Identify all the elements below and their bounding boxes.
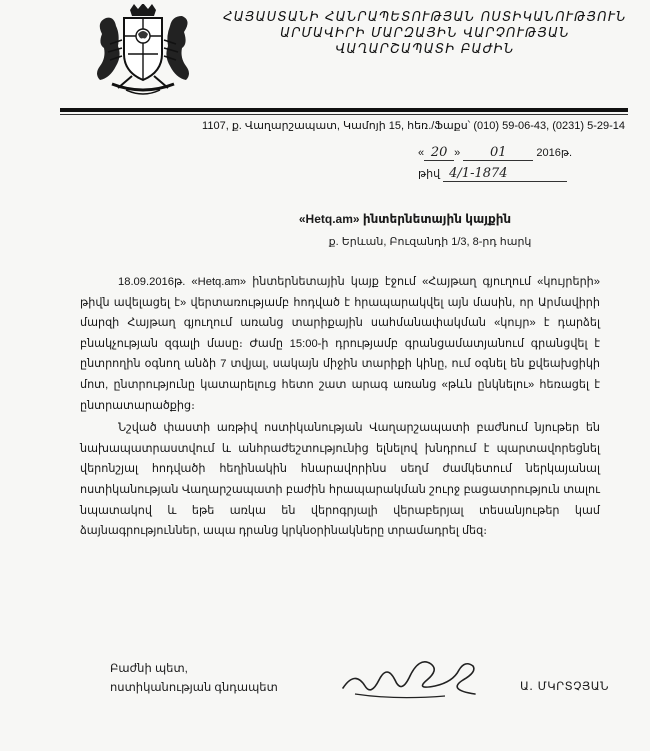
signatory-title [110, 660, 278, 698]
header-rule-thin [60, 114, 628, 115]
org-line-3: ՎԱՂԱՐՇԱՊԱՏԻ ԲԱԺԻՆ [335, 42, 515, 57]
body-paragraph-2: Նշված փաստի առթիվ ոստիկանության Վաղարշապատի բաժնում նյութեր են նախապատրաստվում և անհրաժեշտությունից ելնելով խնդրում է պարտավորեցնել վերոնշյալ հոդվածի հեղինակին հնարավորինս սեղմ ժամկետում ներկայանալ ոստիկանության Վաղարշապատի բաժին հրապարակման շուրջ բացատրություն տալու նպատակով և եթե առկա են վերոգրյալի վերաբերյալ տեսանյութեր կամ ձայնագրություններ, ապա դրանց կրկնօրինակները տրամադրել մեզ։ [80, 422, 600, 538]
handwritten-signature [335, 650, 485, 702]
org-line-1: ՀԱՅԱՍՏԱՆԻ ՀԱՆՐԱՊԵՏՈՒԹՅԱՆ ՈՍՏԻԿԱՆՈՒԹՅՈՒՆ [223, 10, 627, 25]
number-value: 4/1-1874 [443, 166, 567, 182]
date-month: 01 [463, 145, 533, 161]
body-paragraph-1: 18.09.2016թ. «Hetq.am» ինտերնետային կայք էջում «Հայթաղ գյուղում «կույրերի» թիվն ավելացել է» վերտառությամբ հոդված է հրապարակվել այն մասին, որ Արմավիրի մարզի Հայթաղ գյուղում առանց տարիքային սահմանափակման «կույր» է դարձել բնակչության զգալի մասը։ Ժամը 15:00-ի դրությամբ գրանցամատյանում գրանցվել է ընտրողին օգնող անձի 7 տվյալ, սակայն միջին տարիքի կինը, ում օգնել են քվեախցիկի մոտ, ընտրությունը կատարելուց հետո շատ արագ առանց «թևն ընկնելու» հեռացել է ընտրատարածքից։ [80, 276, 600, 412]
org-line-2: ԱՐՄԱՎԻՐԻ ՄԱՐԶԱՅԻՆ ՎԱՐՉՈՒԹՅԱՆ [280, 26, 570, 41]
signatory-title-line-1: Բաժնի պետ, [110, 663, 188, 675]
header-rule [60, 108, 628, 112]
date-day: 20 [424, 145, 454, 161]
number-label: թիվ [418, 168, 441, 180]
organization-address: 1107, ք. Վաղարշապատ, Կամոյի 15, հեռ./Ֆաքս՝ (010) 59-06-43, (0231) 5-29-14 [202, 120, 625, 132]
signatory-title-line-2: ոստիկանության գնդապետ [110, 682, 278, 694]
signatory-name: Ա. ՄԿՐՏՉՅԱՆ [520, 679, 609, 693]
issuing-organization [205, 10, 645, 58]
letter-date: « 20 » 01 2016թ. [418, 145, 573, 160]
coat-of-arms-icon [88, 4, 198, 100]
addressee-address: ք. Երևան, Բուզանդի 1/3, 8-րդ հարկ [328, 236, 532, 248]
letter-number [418, 166, 618, 184]
letter-body [80, 272, 600, 542]
addressee-name: «Hetq.am» ինտերնետային կայքին [298, 212, 512, 226]
date-year: 2016թ. [536, 147, 573, 159]
